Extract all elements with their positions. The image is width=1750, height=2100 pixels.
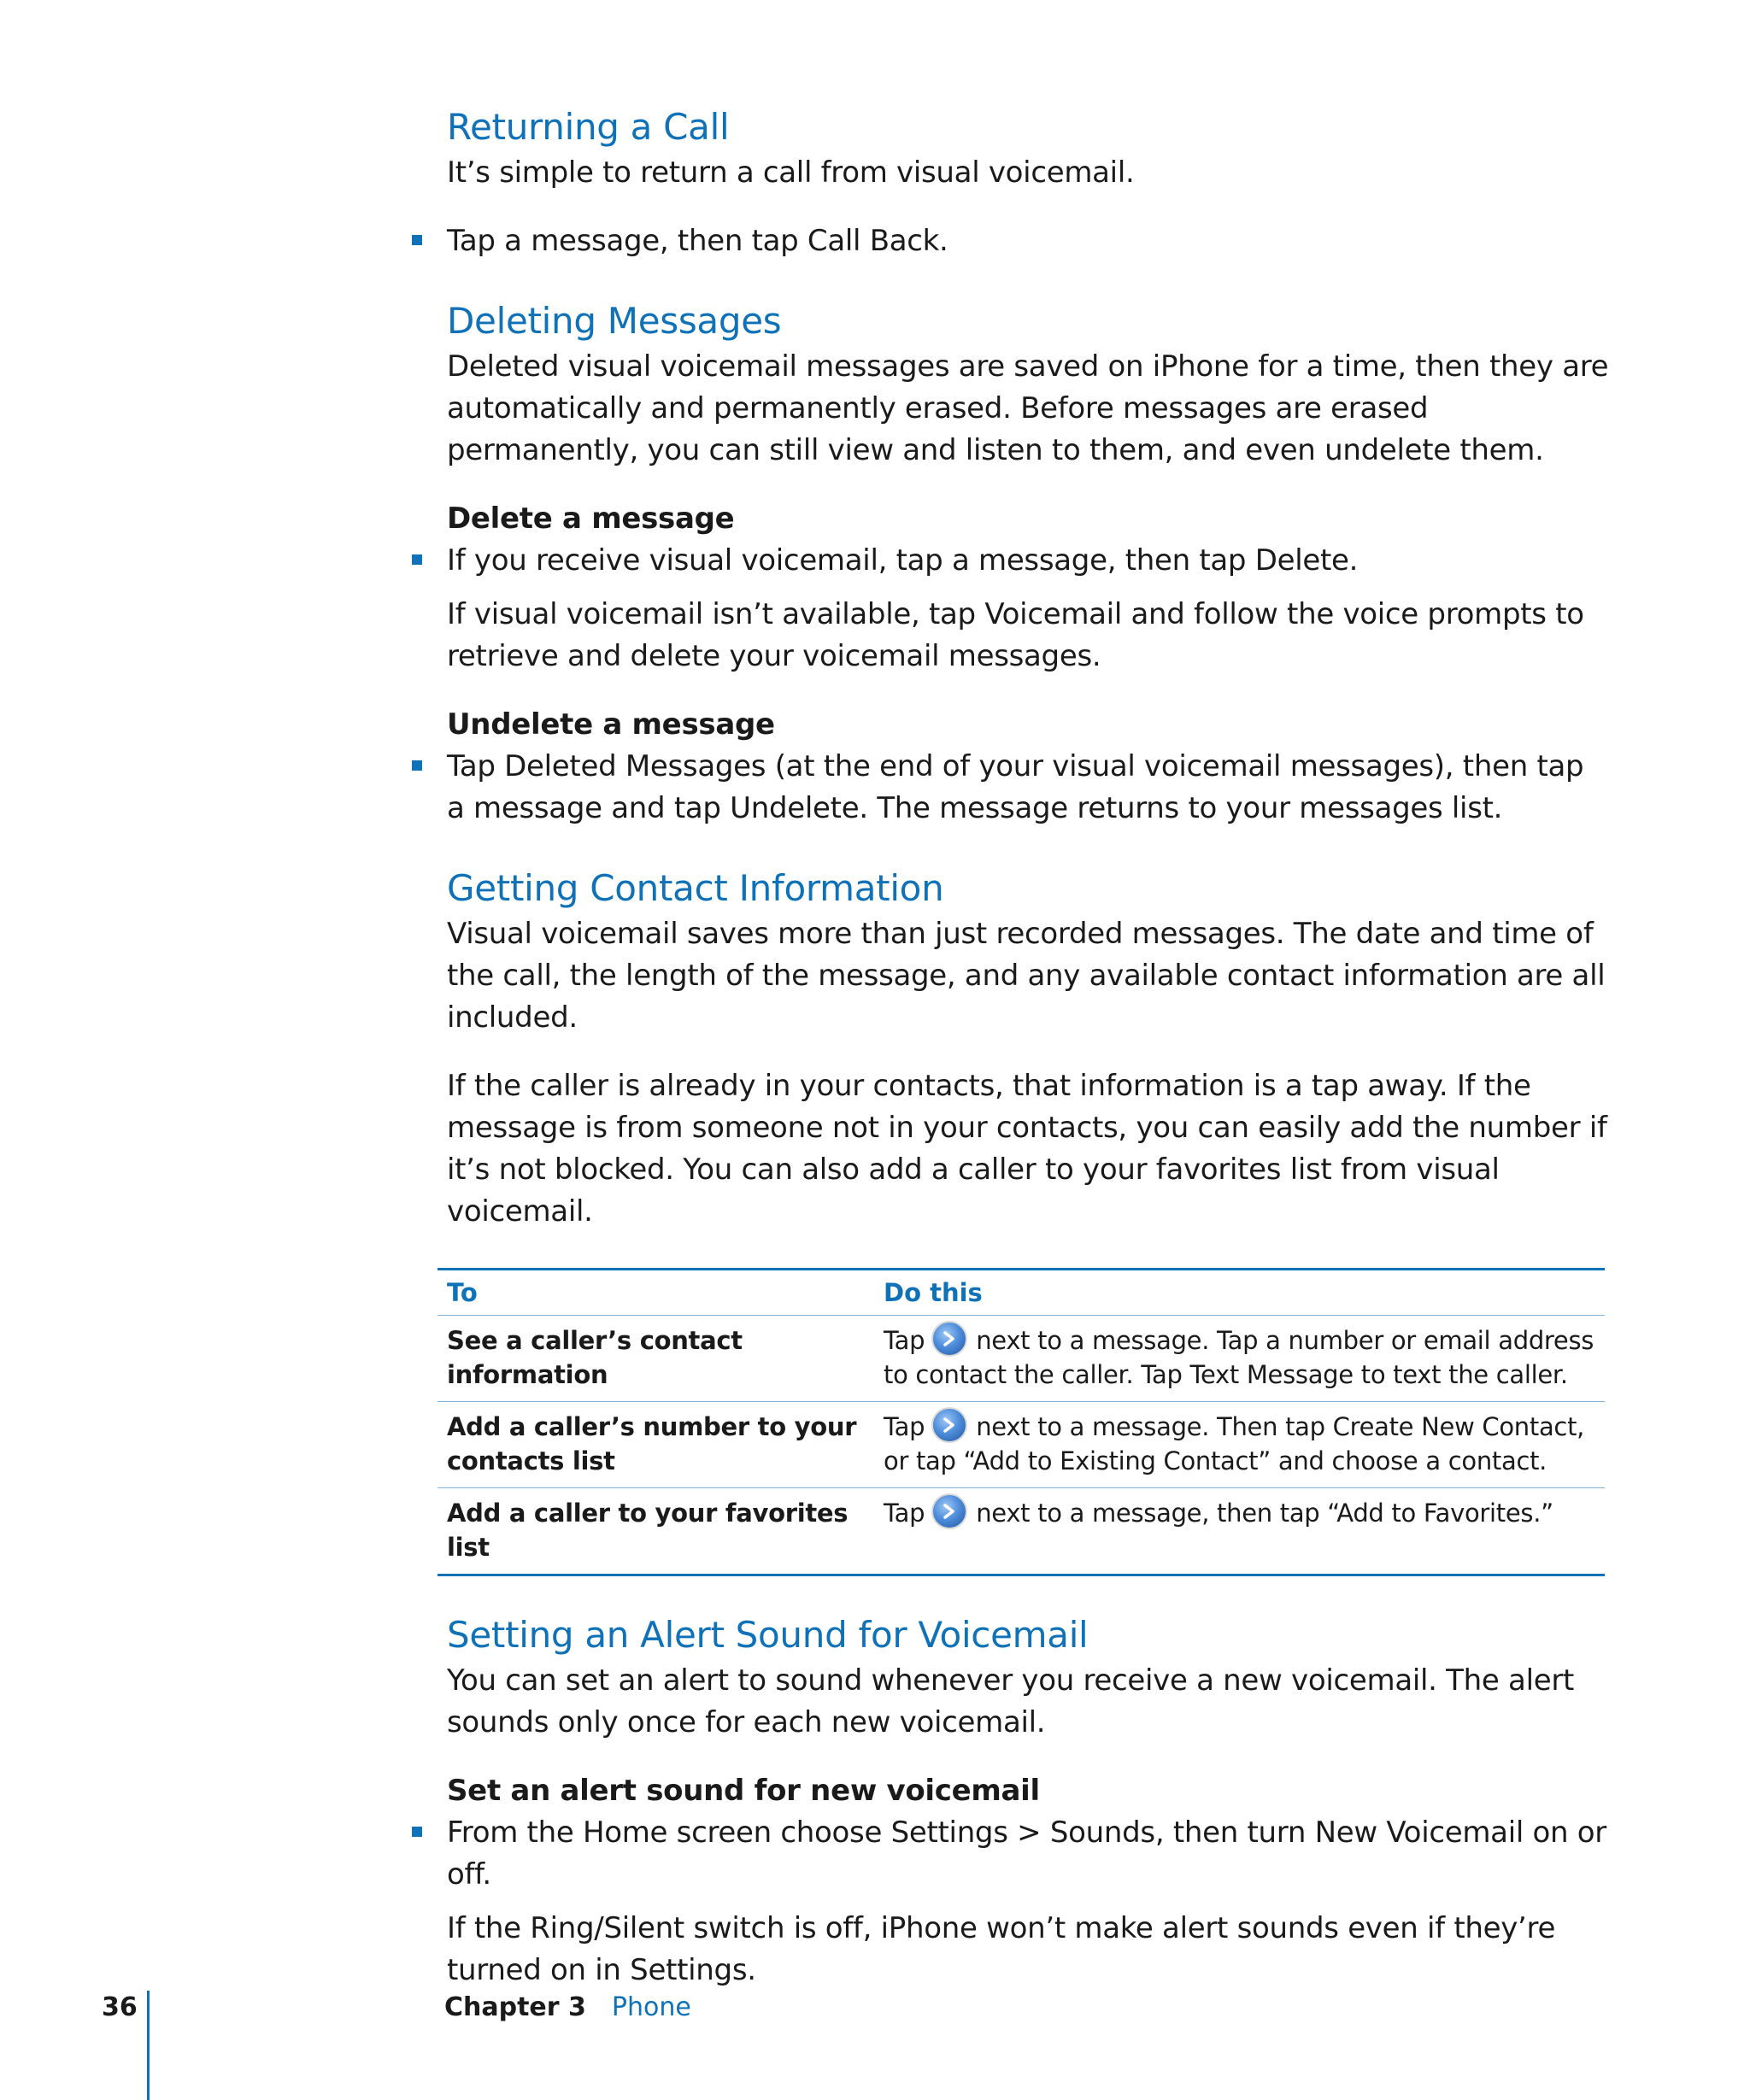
page-number: 36 [102,1992,138,2022]
page-content [447,103,1609,1991]
undelete-message-list [447,746,1609,830]
table-cell-to: Add a caller’s number to your contacts list [438,1402,874,1488]
delete-message-list [447,540,1609,582]
alert-sound-intro: You can set an alert to sound whenever you receive a new voicemail. The alert sounds only once for each new voicemail. [447,1663,1575,1739]
list-item: From the Home screen choose Settings > Sounds, then turn New Voicemail on or off. [447,1812,1609,1896]
delete-message-note: If visual voicemail isn’t available, tap Voicemail and follow the voice prompts to retrieve and delete your voicemail messages. [447,597,1584,673]
table-cell-do: Tap next to a message. Then tap Create New Contact, or tap “Add to Existing Contact” and choose a contact. [874,1402,1605,1488]
footer-divider [147,1991,150,2100]
table-header-to: To [438,1270,874,1316]
chapter-label: Chapter 3 [444,1992,586,2022]
blue-arrow-icon [931,1407,967,1443]
returning-call-list [447,220,1609,262]
table-cell-do: Tap next to a message. Tap a number or email address to contact the caller. Tap Text Message to text the caller. [874,1316,1605,1402]
alert-sound-note: If the Ring/Silent switch is off, iPhone won’t make alert sounds even if they’re turned on in Settings. [447,1911,1556,1987]
deleting-messages-intro: Deleted visual voicemail messages are saved on iPhone for a time, then they are automatically and permanently erased. Before messages are erased permanently, you can still view and listen to them, and even undelete them. [447,349,1609,467]
footer-chapter [444,1991,691,2025]
blue-arrow-icon [931,1493,967,1529]
list-item: Tap Deleted Messages (at the end of your visual voicemail messages), then tap a message and tap Undelete. The message returns to your messages list. [447,746,1609,830]
deleting-messages-heading: Deleting Messages [447,300,782,342]
alert-sound-heading: Setting an Alert Sound for Voicemail [447,1614,1089,1656]
bullet-icon [412,760,422,771]
list-item: Tap a message, then tap Call Back. [447,220,1609,262]
table-cell-to: Add a caller to your favorites list [438,1488,874,1575]
delete-message-subheading: Delete a message [447,502,735,536]
contact-info-heading: Getting Contact Information [447,867,944,909]
contact-info-para-1: Visual voicemail saves more than just recorded messages. The date and time of the call, the length of the message, and any available contact information are all included. [447,917,1606,1035]
contact-actions-table [438,1268,1605,1576]
blue-arrow-icon [931,1321,967,1357]
table-header-do-this: Do this [874,1270,1605,1316]
returning-call-intro: It’s simple to return a call from visual voicemail. [447,155,1135,190]
alert-sound-list [447,1812,1609,1896]
table-row [438,1316,1605,1402]
table-cell-to: See a caller’s contact information [447,1326,743,1389]
alert-sound-subheading: Set an alert sound for new voicemail [447,1774,1040,1808]
table-row [438,1402,1605,1488]
list-item: If you receive visual voicemail, tap a message, then tap Delete. [447,540,1609,582]
contact-info-para-2: If the caller is already in your contacts, that information is a tap away. If the message is from someone not in your contacts, you can easily add the number if it’s not blocked. You can also add a caller to your favorites list from visual voicemail. [447,1069,1607,1229]
undelete-message-subheading: Undelete a message [447,707,775,742]
table-cell-do: Tap next to a message, then tap “Add to Favorites.” [874,1488,1605,1575]
chapter-section: Phone [611,1992,691,2022]
table-row [438,1488,1605,1575]
returning-call-heading: Returning a Call [447,106,730,148]
bullet-icon [412,235,422,245]
bullet-icon [412,1827,422,1837]
bullet-icon [412,554,422,565]
